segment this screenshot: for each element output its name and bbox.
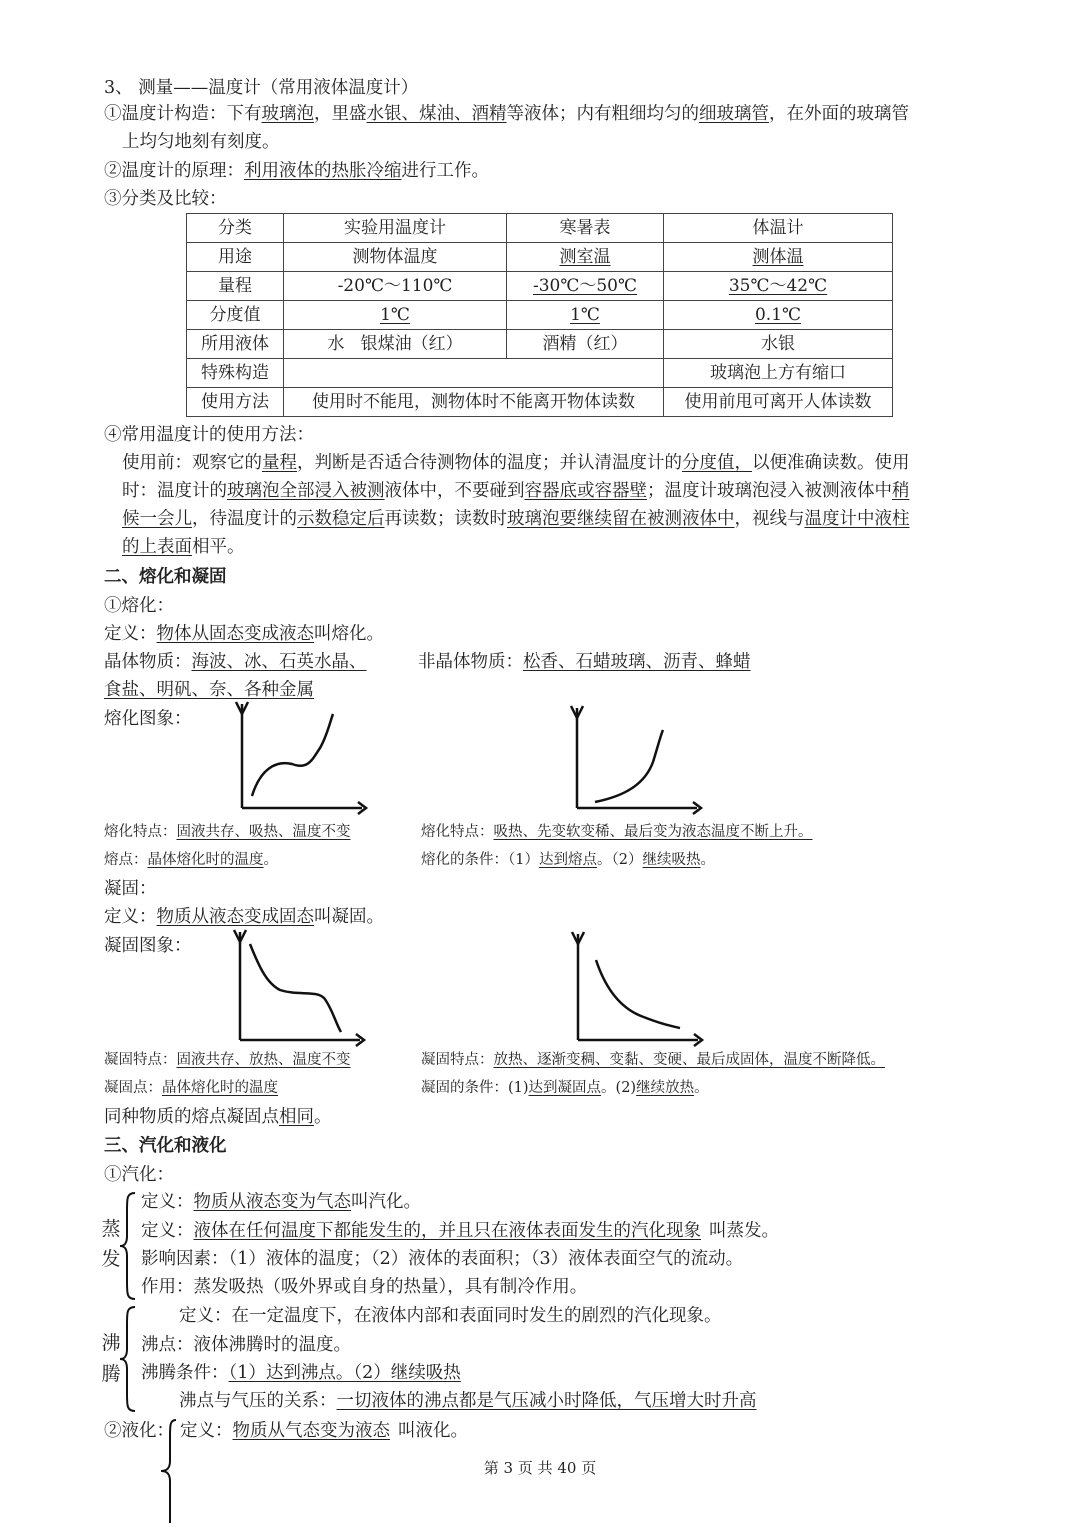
thermometer-construction-line2: 上均匀地刻有刻度。	[122, 132, 280, 152]
thermometer-comparison-table	[186, 213, 893, 417]
usage-line-4: 的上表面相平。	[122, 537, 245, 557]
liquefy-label: ②液化：	[104, 1421, 174, 1441]
vaporize-definition: 定义：物质从液态变为气态叫汽化。	[141, 1192, 421, 1212]
evaporation-label-1: 蒸	[101, 1218, 121, 1240]
boiling-label-2: 腾	[101, 1363, 121, 1385]
amorphous-substances: 非晶体物质：松香、石蜡玻璃、沥青、蜂蜡	[418, 652, 751, 672]
crystal-melting-feature: 熔化特点：固液共存、吸热、温度不变	[104, 824, 351, 840]
melting-sub: ①熔化：	[104, 596, 174, 616]
vaporize-sub: ①汽化：	[104, 1165, 174, 1185]
evaporation-factors: 影响因素：（1）液体的温度；（2）液体的表面积；（3）液体表面空气的流动。	[141, 1249, 744, 1269]
table-row: 所用液体 水 银煤油（红） 酒精（红） 水银	[187, 330, 893, 359]
table-row: 量程 -20℃～110℃ -30℃～50℃ 35℃～42℃	[187, 272, 893, 301]
crystal-melting-graph	[230, 700, 370, 812]
table-row: 使用方法 使用时不能甩，测物体时不能离开物体读数 使用前甩可离开人体读数	[187, 388, 893, 417]
amorphous-solidify-curve	[596, 960, 680, 1028]
melting-heading: 二、熔化和凝固	[104, 567, 227, 587]
amorphous-melting-feature: 熔化特点：吸热、先变软变稀、最后变为液态温度不断上升。	[421, 824, 813, 840]
amorphous-solidify-graph	[566, 930, 706, 1046]
usage-title: ④常用温度计的使用方法：	[104, 425, 314, 445]
vaporize-heading: 三、汽化和液化	[104, 1136, 227, 1156]
melting-graph-label: 熔化图象：	[104, 709, 192, 729]
usage-line-1: 使用前：观察它的量程，判断是否适合待测物体的温度；并认清温度计的分度值，以便准确读数。使用	[122, 453, 910, 473]
amorphous-melting-curve	[595, 730, 663, 802]
usage-line-3: 候一会儿，待温度计的示数稳定后再读数；读数时玻璃泡要继续留在被测液体中，视线与温度计中液柱	[122, 509, 910, 529]
same-substance-note: 同种物质的熔点凝固点相同。	[104, 1107, 332, 1127]
solidify-sub: 凝固：	[104, 879, 157, 899]
table-row: 分度值 1℃ 1℃ 0.1℃	[187, 301, 893, 330]
evaporation-label-2: 发	[101, 1248, 121, 1270]
amorphous-solidify-feature: 凝固特点：放热、逐渐变稠、变黏、变硬、最后成固体，温度不断降低。	[421, 1052, 885, 1068]
boiling-condition: 沸腾条件：（1）达到沸点。（2）继续吸热	[141, 1363, 461, 1383]
table-row: 分类 实验用温度计 寒暑表 体温计	[187, 214, 893, 243]
table-row: 特殊构造 玻璃泡上方有缩口	[187, 359, 893, 388]
crystal-solidify-curve	[250, 944, 341, 1032]
solidify-graph-label: 凝固图象：	[104, 936, 192, 956]
crystal-melting-curve	[252, 714, 333, 796]
boiling-point: 沸点：液体沸腾时的温度。	[141, 1335, 351, 1355]
crystal-solidify-graph	[228, 928, 368, 1046]
melting-point: 熔点：晶体熔化时的温度。	[104, 852, 278, 868]
amorphous-melting-graph	[565, 704, 705, 814]
evaporation-effect: 作用：蒸发吸热（吸外界或自身的热量），具有制冷作用。	[141, 1277, 588, 1297]
thermometer-construction: ①温度计构造：下有玻璃泡，里盛水银、煤油、酒精等液体；内有粗细均匀的细玻璃管，在外面的玻璃管	[104, 104, 909, 124]
thermometer-title: 3、 测量——温度计（常用液体温度计）	[104, 78, 419, 98]
melting-definition: 定义：物体从固态变成液态叫熔化。	[104, 624, 384, 644]
usage-line-2: 时：温度计的玻璃泡全部浸入被测液体中，不要碰到容器底或容器壁；温度计玻璃泡浸入被测液体中稍	[122, 481, 910, 501]
crystal-solidify-feature: 凝固特点：固液共存、放热、温度不变	[104, 1052, 351, 1068]
evaporation-definition: 定义：液体在任何温度下都能发生的，并且只在液体表面发生的汽化现象 叫蒸发。	[141, 1221, 779, 1241]
liquefy-definition: 定义：物质从气态变为液态 叫液化。	[180, 1421, 468, 1441]
melting-condition: 熔化的条件：（1）达到熔点。（2）继续吸热。	[421, 852, 715, 868]
solidify-point: 凝固点：晶体熔化时的温度	[104, 1080, 278, 1096]
crystal-substances-line2: 食盐、明矾、奈、各种金属	[104, 680, 314, 700]
table-row: 用途 测物体温度 测室温 测体温	[187, 243, 893, 272]
thermometer-principle: ②温度计的原理：利用液体的热胀冷缩进行工作。	[104, 161, 489, 181]
solidify-condition: 凝固的条件：(1)达到凝固点。(2)继续放热。	[421, 1080, 709, 1096]
classify-title: ③分类及比较：	[104, 189, 227, 209]
boiling-label-1: 沸	[101, 1332, 121, 1354]
page-footer: 第 3 页 共 40 页	[483, 1459, 597, 1477]
boiling-definition: 定义：在一定温度下，在液体内部和表面同时发生的剧烈的汽化现象。	[179, 1306, 722, 1326]
crystal-substances: 晶体物质：海波、冰、石英水晶、	[104, 652, 367, 672]
solidify-definition: 定义：物质从液态变成固态叫凝固。	[104, 907, 384, 927]
boiling-pressure: 沸点与气压的关系：一切液体的沸点都是气压减小时降低，气压增大时升高	[179, 1391, 757, 1411]
